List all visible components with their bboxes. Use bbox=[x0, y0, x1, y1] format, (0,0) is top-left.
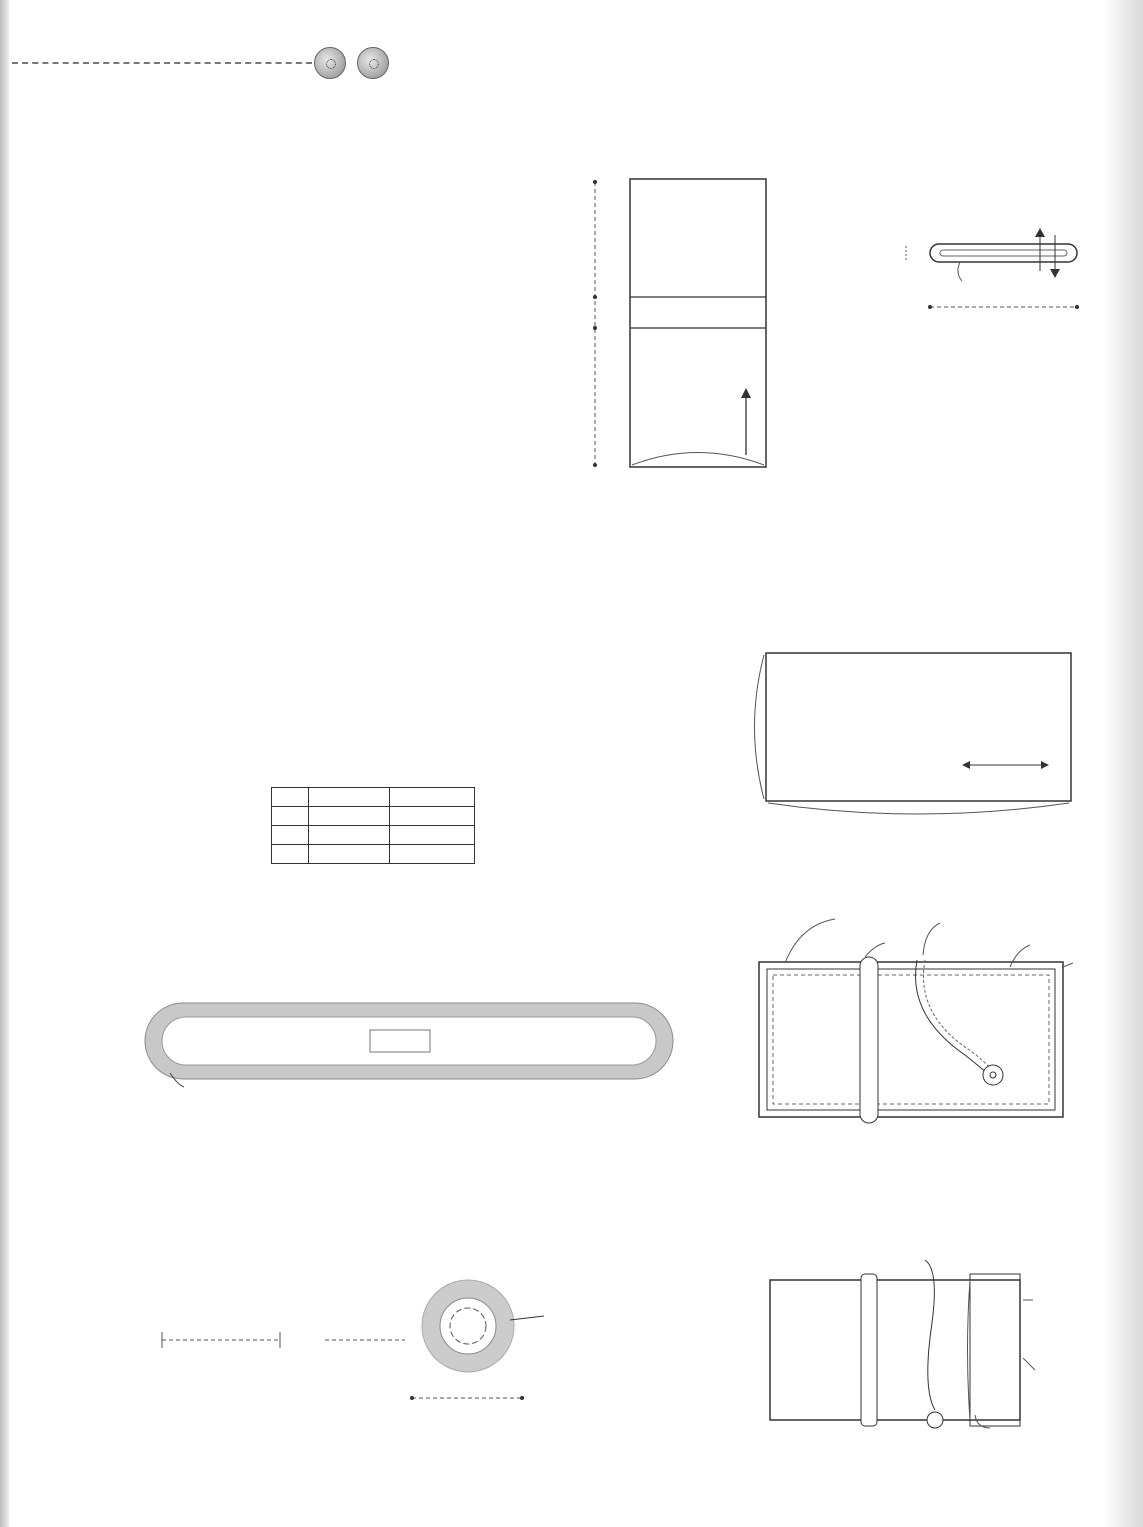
table-cell bbox=[309, 788, 390, 807]
table-row bbox=[272, 845, 475, 864]
page-edge-shadow bbox=[1103, 0, 1143, 1527]
table-cell bbox=[272, 788, 309, 807]
table-cell bbox=[390, 788, 475, 807]
table-cell bbox=[272, 826, 309, 845]
button-icon bbox=[357, 47, 389, 79]
table-cell bbox=[390, 807, 475, 826]
table-cell bbox=[272, 845, 309, 864]
belt-stitch-chart bbox=[140, 995, 680, 1090]
table-row bbox=[272, 807, 475, 826]
bookcover-diagram bbox=[580, 170, 790, 475]
sewing-diagram bbox=[755, 905, 1075, 1130]
book-spine-shadow bbox=[0, 0, 9, 1527]
table-cell bbox=[390, 826, 475, 845]
color-table bbox=[271, 787, 475, 864]
table-cell bbox=[309, 807, 390, 826]
fabric-cut-diagram bbox=[740, 645, 1085, 830]
finished-cover-diagram bbox=[765, 1230, 1045, 1430]
table-cell bbox=[390, 845, 475, 864]
header-dashed-rule bbox=[12, 62, 312, 64]
bookmark-stitch-chart bbox=[150, 1260, 560, 1410]
belt-diagram bbox=[900, 225, 1090, 315]
table-cell bbox=[309, 845, 390, 864]
table-cell bbox=[272, 807, 309, 826]
table-row bbox=[272, 788, 475, 807]
button-icon bbox=[314, 47, 346, 79]
table-cell bbox=[309, 826, 390, 845]
table-row bbox=[272, 826, 475, 845]
